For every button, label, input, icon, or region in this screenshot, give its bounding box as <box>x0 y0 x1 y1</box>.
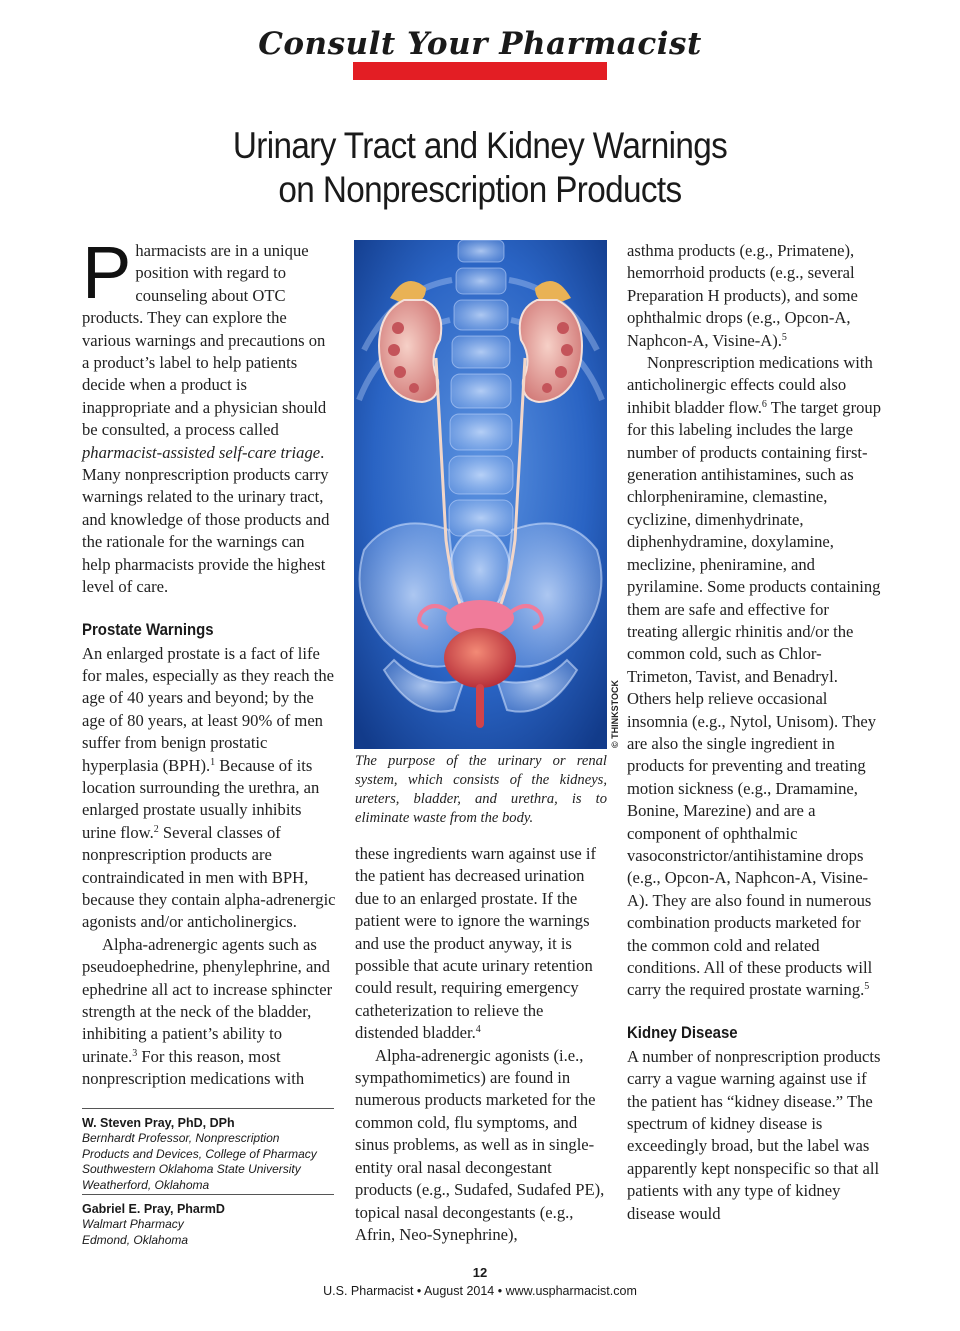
prostate-paragraph-1: An enlarged prostate is a fact of life for males, especially as they reach the age of 40 years and beyond; by the age of 80 years, at least 90% of men suffer from benign prostatic hyperplasia (BPH).$^1$ Because of its location surrounding the urethra, an enlarged prostate usually inhibits urine flow.$^2$ Several classes of nonprescription products are contraindicated in men with BPH, because they contain alpha-adrenergic agonists and/or anticholinergics. <box>82 643 336 932</box>
urinary-system-image <box>354 240 607 749</box>
photo-credit: © THINKSTOCK <box>610 680 620 748</box>
section-title-underline <box>353 62 607 80</box>
author-block-1 <box>82 1115 342 1193</box>
column-1 <box>82 231 336 1091</box>
headline-line-1: Urinary Tract and Kidney Warnings <box>232 125 728 166</box>
article-headline <box>183 124 777 212</box>
column-3-paragraph-1: asthma products (e.g., Primatene), hemorrhoid products (e.g., several Preparation H products), and some ophthalmic drops (e.g., Opcon-A, Naphcon-A, Visine-A).$^5$ <box>627 241 858 350</box>
publication-footer: U.S. Pharmacist • August 2014 • www.uspharmacist.com <box>323 1284 637 1298</box>
author-affiliation: Weatherford, Oklahoma <box>82 1177 210 1192</box>
headline-line-2: on Nonprescription Products <box>278 169 682 210</box>
author-divider <box>82 1108 334 1109</box>
column-2 <box>355 843 609 1246</box>
author-divider <box>82 1194 334 1195</box>
column-3-paragraph-2: Nonprescription medications with anticholinergic effects could also inhibit bladder flow.$^6$ The target group for this labeling includes the large number of products containing first-generation antihistamines, such as chlorpheniramine, clemastine, cyclizine, dimenhydrinate, diphenhydramine, doxylamine, meclizine, pheniramine, and pyrilamine. Some products containing them are safe and effective for treating allergic rhinitis and/or the common cold, such as Chlor-Trimeton, Tavist, and Benadryl. Others help relieve occasional insomnia (e.g., Nytol, Unisom). They are also the single ingredient in products for preventing and treating motion sickness (e.g., Dramamine, Bonine, Marezine) and are a component of ophthalmic vasoconstrictor/antihistamine drops (e.g., Opcon-A, Naphcon-A, Visine-A). They are also found in numerous combination products marketed for the common cold and related conditions. All of these products will carry the required prostate warning.$^5$ <box>627 353 882 1000</box>
column-2-paragraph-1: these ingredients warn against use if the patient has decreased urination due to an enlarged prostate. If the patient were to ignore the warnings and use the product anyway, it is possible that acute urinary retention could result, requiring emergency catheterization to relieve the distended bladder.$^4$ <box>355 844 596 1043</box>
drop-cap: P <box>82 231 132 314</box>
column-3 <box>627 240 881 1225</box>
author-affiliation: Southwestern Oklahoma State University <box>82 1162 301 1176</box>
intro-paragraph: Pharmacists are in a unique position with regard to counseling about OTC products. They can explore the various warnings and precautions on a product’s label to help patients decide when a product is inappropriate and a physician should be consulted, a process called pharmacist-assisted self-care triage. Many nonprescription products carry warnings related to the urinary tract, and knowledge of those products and the rationale for the warnings can help pharmacists provide the highest level of care. <box>82 231 330 597</box>
kidney-disease-paragraph: A number of nonprescription products carry a vague warning against use if the patient has “kidney disease.” The spectrum of kidney disease is exceedingly broad, but the label was apparently kept nonspecific so that all patients with any type of kidney disease would <box>627 1046 881 1223</box>
urinary-system-illustration <box>354 240 607 749</box>
prostate-paragraph-2: Alpha-adrenergic agents such as pseudoephedrine, phenylephrine, and ephedrine all act to increase sphincter strength at the neck of the bladder, inhibiting a patient’s ability to urinate.$^3$ For this reason, most nonprescription medications with <box>82 934 333 1089</box>
section-title: Consult Your Pharmacist <box>258 26 702 62</box>
author-block-2 <box>82 1201 342 1248</box>
column-2-paragraph-2: Alpha-adrenergic agonists (i.e., sympathomimetics) are found in numerous products marketed for the common cold, flu symptoms, and sinus problems, as well as in single-entity oral nasal decongestant products (e.g., Sudafed, Sudafed PE), topical nasal decongestants (e.g., Afrin, Neo-Synephrine), <box>355 1045 605 1244</box>
figure-caption: The purpose of the urinary or renal system, which consists of the kidneys, ureters, bladder, and urethra, is to eliminate waste from the body. <box>355 753 607 826</box>
author-affiliation: Walmart Pharmacy <box>82 1217 184 1231</box>
author-name: Gabriel E. Pray, PharmD <box>82 1202 225 1216</box>
author-name: W. Steven Pray, PhD, DPh <box>82 1116 235 1130</box>
prostate-warnings-heading: Prostate Warnings <box>82 619 214 639</box>
author-affiliation: Bernhardt Professor, Nonprescription <box>82 1131 280 1145</box>
author-affiliation: Products and Devices, College of Pharmacy <box>82 1146 317 1161</box>
author-affiliation: Edmond, Oklahoma <box>82 1232 189 1247</box>
kidney-disease-heading: Kidney Disease <box>627 1022 738 1042</box>
page-number: 12 <box>472 1265 488 1280</box>
